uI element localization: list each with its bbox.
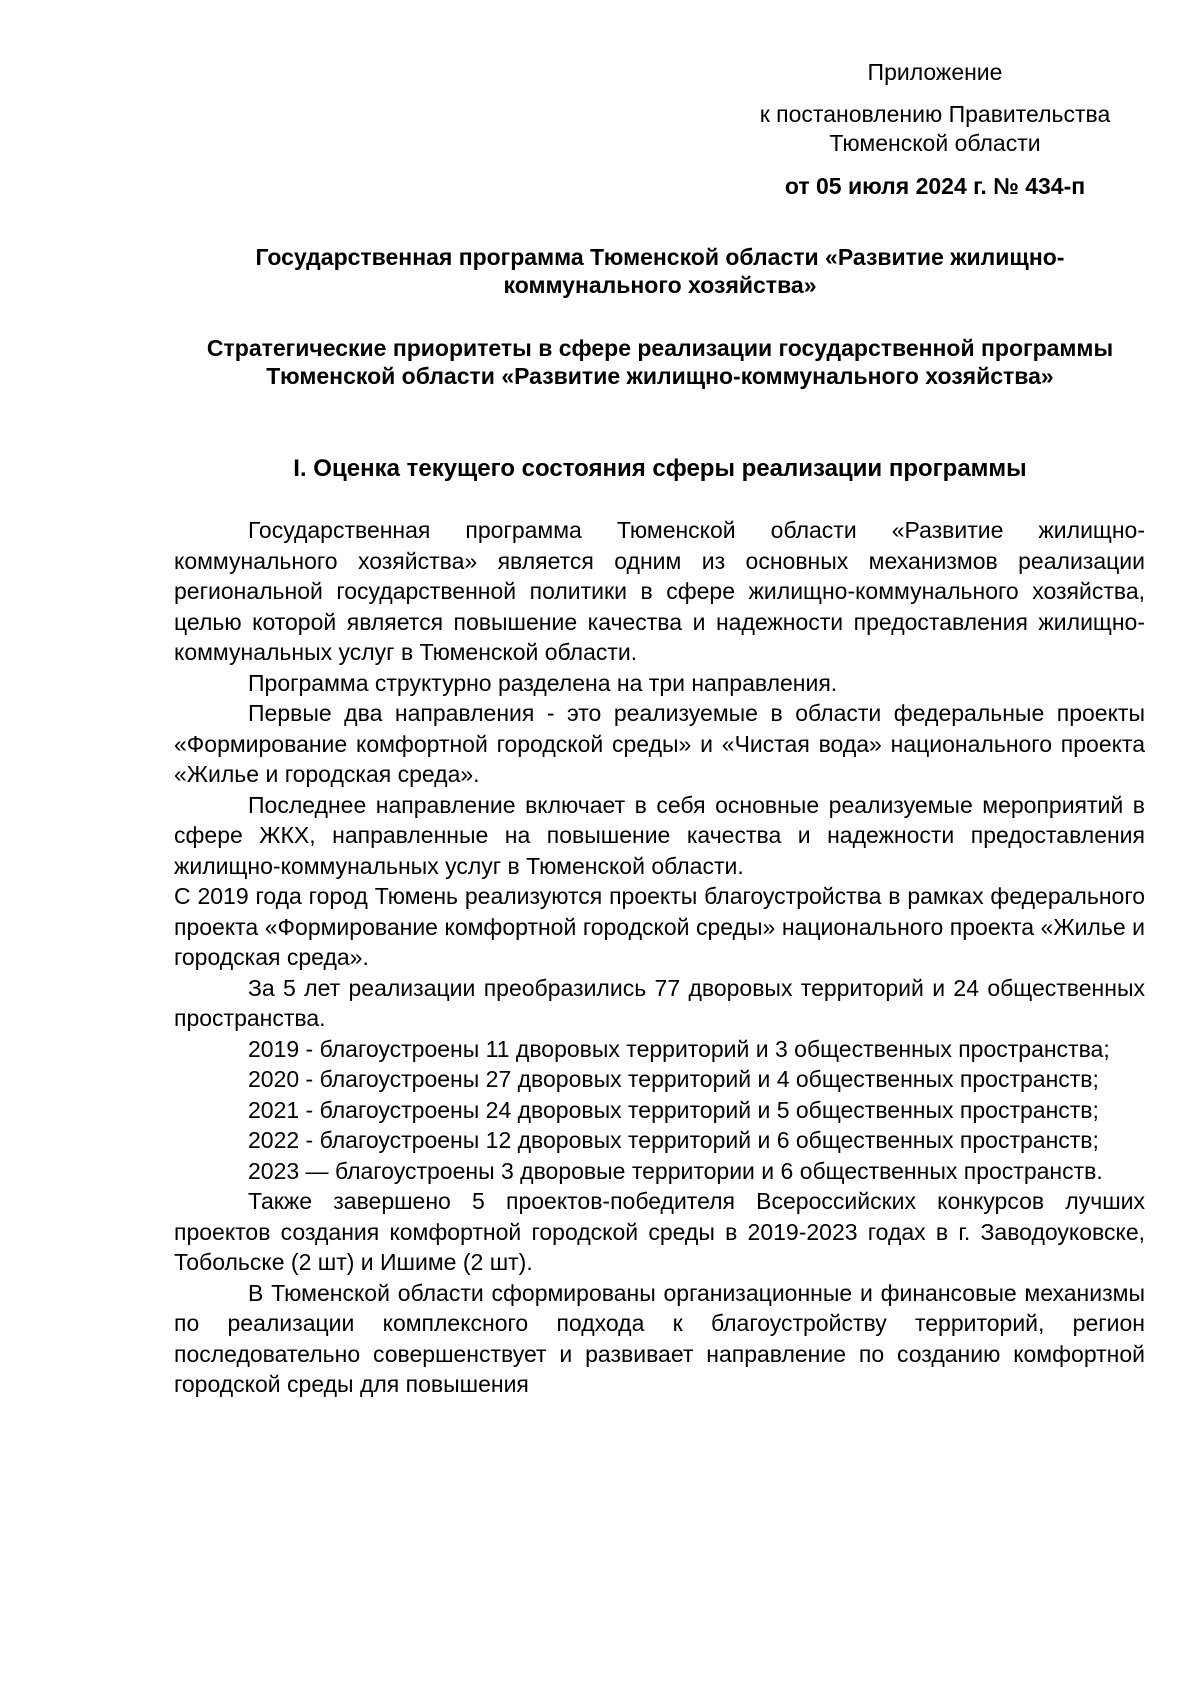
paragraph-last-direction: Последнее направление включает в себя основные реализуемые мероприятий в сфере ЖКХ, направленные на повышение качества и надежности предоставления жилищно-коммунальных услуг в Тюменской области. [174,791,1145,879]
paragraph-program-intro: Государственная программа Тюменской области «Развитие жилищно-коммунального хозяйства» является одним из основных механизмов реализации региональной государственной политики в сфере жилищно-коммунального хозяйства, целью которой является повышение качества и надежности предоставления жилищно-коммунальных услуг в Тюменской области. [174,517,1145,665]
paragraph-five-years: За 5 лет реализации преобразились 77 дворовых территорий и 24 общественных пространства. [174,974,1145,1031]
paragraph-year-2022: 2022 - благоустроены 12 дворовых территорий и 6 общественных пространств; [248,1127,1099,1153]
paragraph-mechanisms: В Тюменской области сформированы организационные и финансовые механизмы по реализации комплексного подхода к благоустройству территорий, регион последовательно совершенствует и развивает направление по созданию комфортной городской среды для повышения [174,1279,1145,1397]
paragraph-year-2019: 2019 - благоустроены 11 дворовых территорий и 3 общественных пространства; [248,1035,1110,1062]
priorities-title: Стратегические приоритеты в сфере реализации государственной программы Тюменской области «Развитие жилищно-коммунального хозяйства» [206,335,1114,389]
appendix-reference: к постановлению Правительства Тюменской области [759,101,1111,156]
paragraph-structure: Программа структурно разделена на три направления. [248,669,838,696]
program-title: Государственная программа Тюменской области «Развитие жилищно-коммунального хозяйства» [255,244,1065,298]
appendix-date: от 05 июля 2024 г. № 434-п [784,173,1086,199]
paragraph-first-directions: Первые два направления - это реализуемые в области федеральные проекты «Формирование комфортной городской среды» и «Чистая вода» национального проекта «Жилье и городская среда». [174,700,1145,787]
paragraph-year-2021: 2021 - благоустроены 24 дворовых территорий и 5 общественных пространств; [248,1096,1099,1123]
paragraph-year-2020: 2020 - благоустроены 27 дворовых территорий и 4 общественных пространств; [248,1066,1099,1092]
section-title: I. Оценка текущего состояния сферы реализации программы [293,455,1027,482]
document-body [174,515,1145,1400]
paragraph-tyumen-projects: С 2019 года город Тюмень реализуются проекты благоустройства в рамках федерального проекта «Формирование комфортной городской среды» национального проекта «Жилье и городская среда». [174,883,1145,970]
paragraph-contest-winners: Также завершено 5 проектов-победителя Всероссийских конкурсов лучших проектов создания комфортной городской среды в 2019-2023 годах в г. Заводоуковске, Тобольске (2 шт) и Ишиме (2 шт). [174,1188,1145,1275]
appendix-label: Приложение [867,59,1003,85]
paragraph-year-2023: 2023 — благоустроены 3 дворовые территории и 6 общественных пространств. [248,1157,1103,1184]
